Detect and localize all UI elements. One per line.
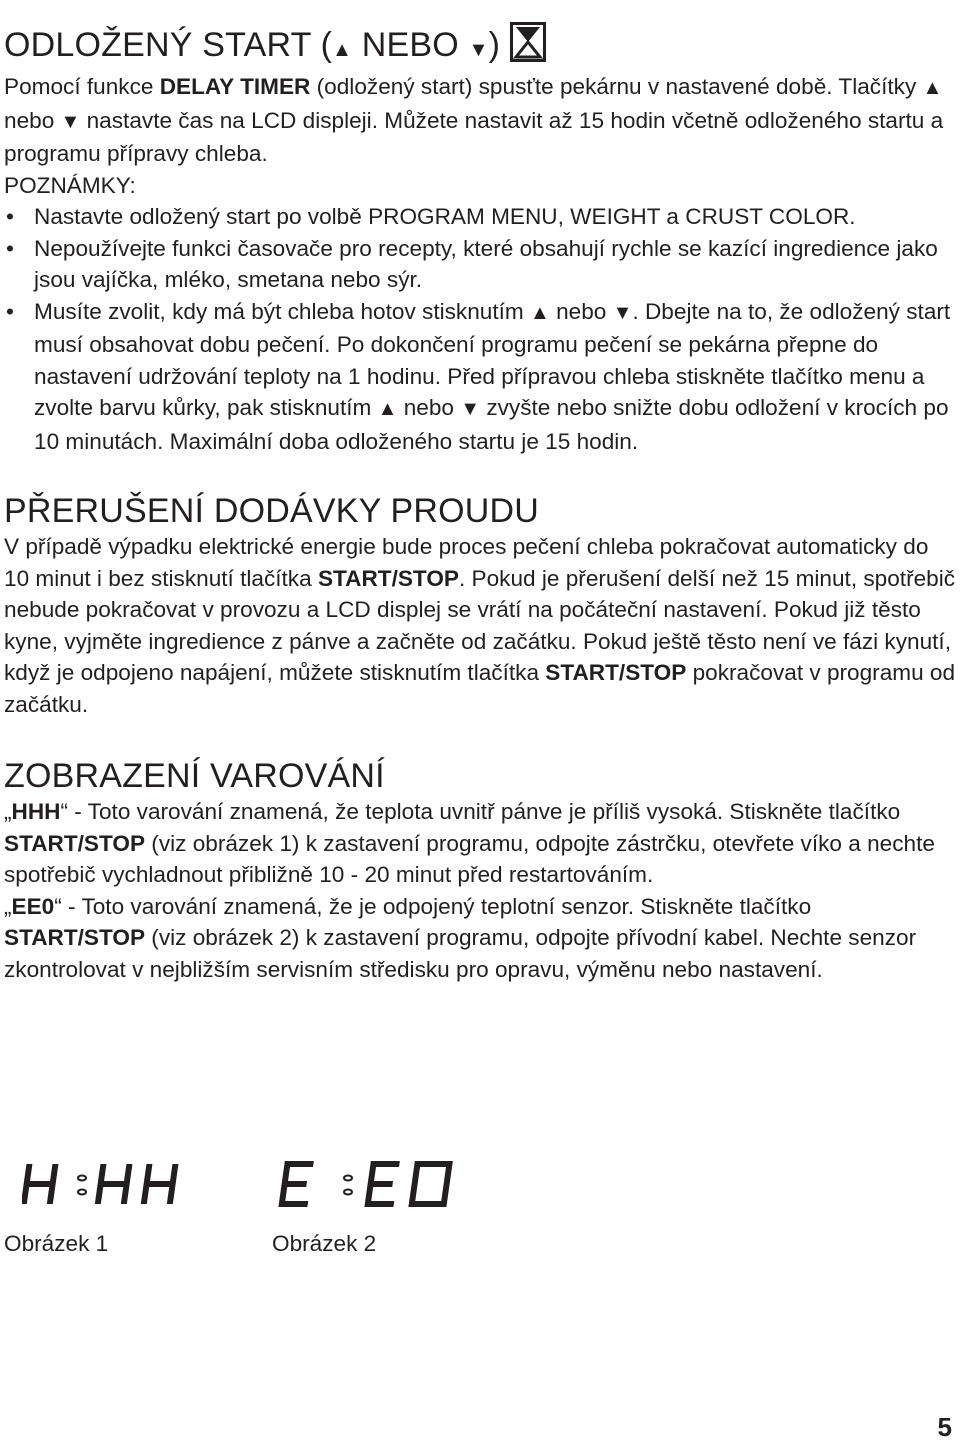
start-stop-term: START/STOP	[4, 830, 146, 856]
text: pokračovat v programu od začátku.	[4, 660, 956, 717]
text: „	[4, 799, 12, 824]
text: . Dbejte na to, že odložený start musí obsahovat dobu pečení. Po dokončení programu pečení se pekárna přepne do nastavení udržování teploty na 1 hodinu. Před přípravou chleba stiskněte tlačítko menu a zvolte barvu kůrky, pak stisknutím	[34, 298, 951, 420]
delay-timer-term: DELAY TIMER	[159, 74, 311, 99]
text: “ - Toto varování znamená, že teplota uvnitř pánve je příliš vysoká. Stiskněte tlačítko	[60, 799, 901, 824]
text: Musíte zvolit, kdy má být chleba hotov stisknutím	[34, 298, 531, 324]
lcd-display-hhh	[22, 1160, 192, 1213]
text: . Pokud je přerušení delší než 15 minut, spotřebič nebude pokračovat v provozu a LCD displej se vrátí na počáteční nastavení. Pokud již těsto kyne, vyjměte ingredience z pánve a začněte od začátku. Pokud ještě těsto není ve fázi kynutí, když je odpojeno napájení, můžete stisknutím tlačítka	[4, 565, 956, 685]
down-arrow-icon: ▼	[468, 39, 489, 61]
down-arrow-icon: ▼	[460, 398, 481, 420]
text: nebo	[397, 395, 461, 420]
list-item	[4, 296, 956, 458]
notes-list	[4, 201, 956, 457]
text: (odložený start) spusťte pekárnu v nastavené době. Tlačítky	[310, 74, 923, 99]
error-code-hhh: HHH	[11, 799, 61, 824]
power-failure-heading: PŘERUŠENÍ DODÁVKY PROUDU	[4, 492, 540, 530]
up-arrow-icon: ▲	[530, 301, 550, 324]
start-stop-term: START/STOP	[4, 925, 146, 950]
delay-intro-paragraph	[4, 71, 956, 170]
power-failure-paragraph	[4, 531, 956, 720]
warning-ee0-paragraph	[4, 891, 956, 986]
text: V případě výpadku elektrické energie bude proces pečení chleba pokračovat automaticky do 10 minut i bez stisknutí tlačítka	[4, 534, 929, 591]
heading-text: )	[488, 26, 501, 64]
text: “ - Toto varování znamená, že je odpojený teplotní senzor. Stiskněte tlačítko	[54, 893, 812, 919]
start-stop-term: START/STOP	[545, 660, 687, 685]
notes-label: POZNÁMKY:	[4, 172, 136, 198]
text: nastavte čas na LCD displeji. Můžete nastavit až 15 hodin včetně odloženého startu a programu přípravy chleba.	[4, 107, 944, 166]
text: „	[4, 893, 12, 919]
page-number: 5	[937, 1412, 952, 1442]
text: zvyšte nebo snižte dobu odložení v krocích po 10 minutách. Maximální doba odloženého startu je 15 hodin.	[34, 395, 949, 454]
manual-page	[4, 22, 956, 985]
heading-text: NEBO	[352, 26, 469, 64]
lcd-display-ee0	[278, 1160, 468, 1213]
warnings-heading: ZOBRAZENÍ VAROVÁNÍ	[4, 757, 385, 795]
hourglass-icon	[510, 22, 546, 71]
error-code-ee0: EE0	[11, 893, 55, 919]
list-item: • Nepoužívejte funkci časovače pro recepty, které obsahují rychle se kazící ingredience jako jsou vajíčka, mléko, smetana nebo sýr.	[4, 233, 956, 296]
figure-1-caption: Obrázek 1	[4, 1231, 109, 1256]
delay-start-heading	[4, 22, 956, 71]
down-arrow-icon: ▼	[60, 110, 81, 133]
start-stop-term: START/STOP	[317, 565, 459, 591]
text: Pomocí funkce	[4, 74, 160, 99]
heading-text: ODLOŽENÝ START (	[4, 26, 333, 64]
text: (viz obrázek 2) k zastavení programu, odpojte přívodní kabel. Nechte senzor zkontrolovat v nejbližším servisním středisku pro opravu, výměnu nebo nastavení.	[4, 925, 917, 982]
text: (viz obrázek 1) k zastavení programu, odpojte zástrčku, otevřete víko a nechte spotřebič vychladnout přibližně 10 - 20 minut před restartováním.	[4, 830, 935, 887]
down-arrow-icon: ▼	[612, 301, 633, 324]
up-arrow-icon: ▲	[377, 398, 398, 420]
warning-hhh-paragraph	[4, 796, 956, 891]
lcd-figures	[4, 1160, 704, 1270]
figure-2-caption: Obrázek 2	[272, 1231, 377, 1256]
text: nebo	[549, 298, 613, 324]
list-item: • Nastavte odložený start po volbě PROGRAM MENU, WEIGHT a CRUST COLOR.	[4, 201, 956, 233]
up-arrow-icon: ▲	[922, 77, 943, 99]
text: nebo	[4, 107, 61, 133]
up-arrow-icon: ▲	[332, 39, 353, 61]
